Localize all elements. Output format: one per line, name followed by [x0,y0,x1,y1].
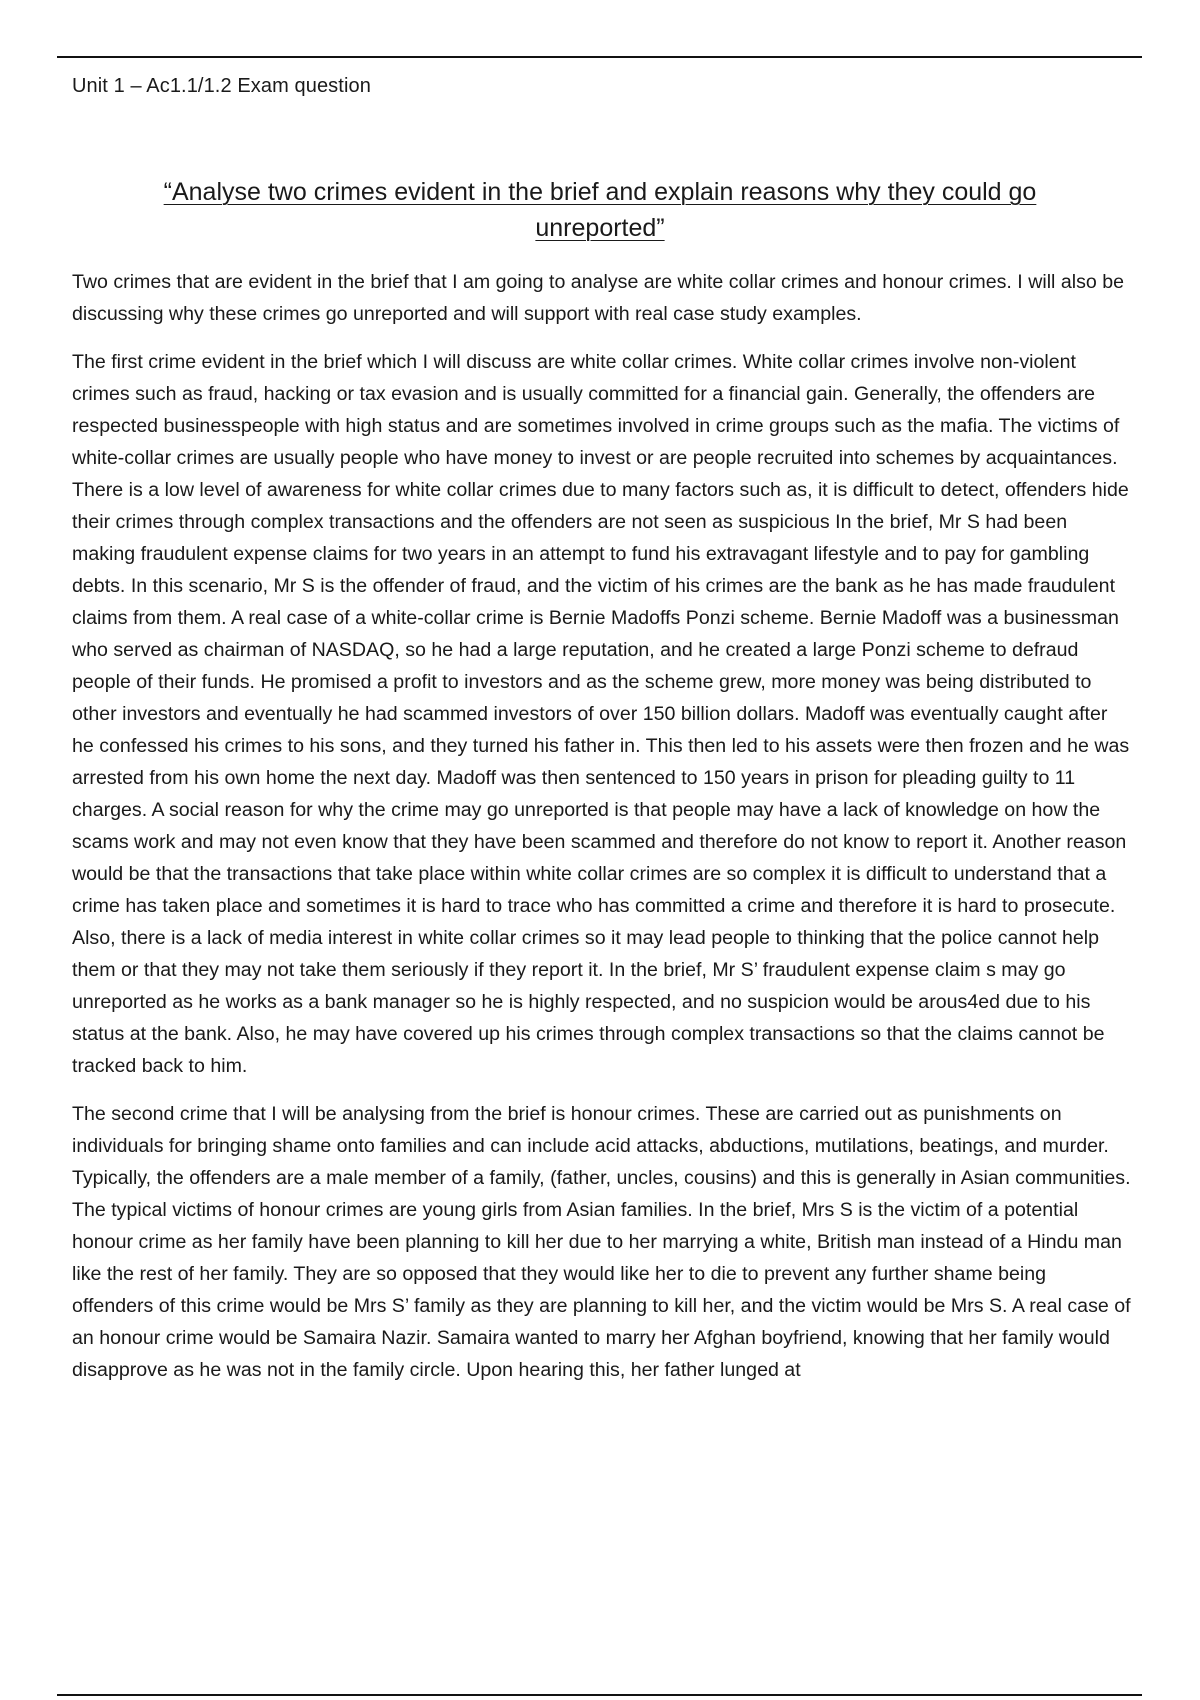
paragraph-honour-crime: The second crime that I will be analysing from the brief is honour crimes. These are carried out as punishments on individuals for bringing shame onto families and can include acid attacks, abductions, mutilations, beatings, and murder. Typically, the offenders are a male member of a family, (father, uncles, cousins) and this is generally in Asian communities. The typical victims of honour crimes are young girls from Asian families. In the brief, Mrs S is the victim of a potential honour crime as her family have been planning to kill her due to her marrying a white, British man instead of a Hindu man like the rest of her family. They are so opposed that they would like her to die to prevent any further shame being offenders of this crime would be Mrs S’ family as they are planning to kill her, and the victim would be Mrs S. A real case of an honour crime would be Samaira Nazir. Samaira wanted to marry her Afghan boyfriend, knowing that her family would disapprove as he was not in the family circle. Upon hearing this, her father lunged at [72,1103,1131,1381]
paragraph-intro: Two crimes that are evident in the brief that I am going to analyse are white collar crimes and honour crimes. I will also be discussing why these crimes go unreported and will support with real case study examples. [72,271,1125,325]
bottom-divider [57,1694,1142,1696]
essay-body [72,266,1132,1402]
paragraph-white-collar-crime: The first crime evident in the brief which I will discuss are white collar crimes. White collar crimes involve non-violent crimes such as fraud, hacking or tax evasion and is usually committed for a financial gain. Generally, the offenders are respected businesspeople with high status and are sometimes involved in crime groups such as the mafia. The victims of white-collar crimes are usually people who have money to invest or are people recruited into schemes by acquaintances. There is a low level of awareness for white collar crimes due to many factors such as, it is difficult to detect, offenders hide their crimes through complex transactions and the offenders are not seen as suspicious In the brief, Mr S had been making fraudulent expense claims for two years in an attempt to fund his extravagant lifestyle and to pay for gambling debts. In this scenario, Mr S is the offender of fraud, and the victim of his crimes are the bank as he has made fraudulent claims from them. A real case of a white-collar crime is Bernie Madoffs Ponzi scheme. Bernie Madoff was a businessman who served as chairman of NASDAQ, so he had a large reputation, and he created a large Ponzi scheme to defraud people of their funds. He promised a profit to investors and as the scheme grew, more money was being distributed to other investors and eventually he had scammed investors of over 150 billion dollars. Madoff was eventually caught after he confessed his crimes to his sons, and they turned his father in. This then led to his assets were then frozen and he was arrested from his own home the next day. Madoff was then sentenced to 150 years in prison for pleading guilty to 11 charges. A social reason for why the crime may go unreported is that people may have a lack of knowledge on how the scams work and may not even know that they have been scammed and therefore do not know to report it. Another reason would be that the transactions that take place within white collar crimes are so complex it is difficult to understand that a crime has taken place and sometimes it is hard to trace who has committed a crime and therefore it is hard to prosecute. Also, there is a lack of media interest in white collar crimes so it may lead people to thinking that the police cannot help them or that they may not take them seriously if they report it. In the brief, Mr S’ fraudulent expense claim s may go unreported as he works as a bank manager so he is highly respected, and no suspicion would be arous4ed due to his status at the bank. Also, he may have covered up his crimes through complex transactions so that the claims cannot be tracked back to him. [72,351,1130,1077]
essay-title: “Analyse two crimes evident in the brief and explain reasons why they could go unreported” [163,178,1037,242]
top-divider [57,56,1142,58]
document-header: Unit 1 – Ac1.1/1.2 Exam question [72,75,371,97]
